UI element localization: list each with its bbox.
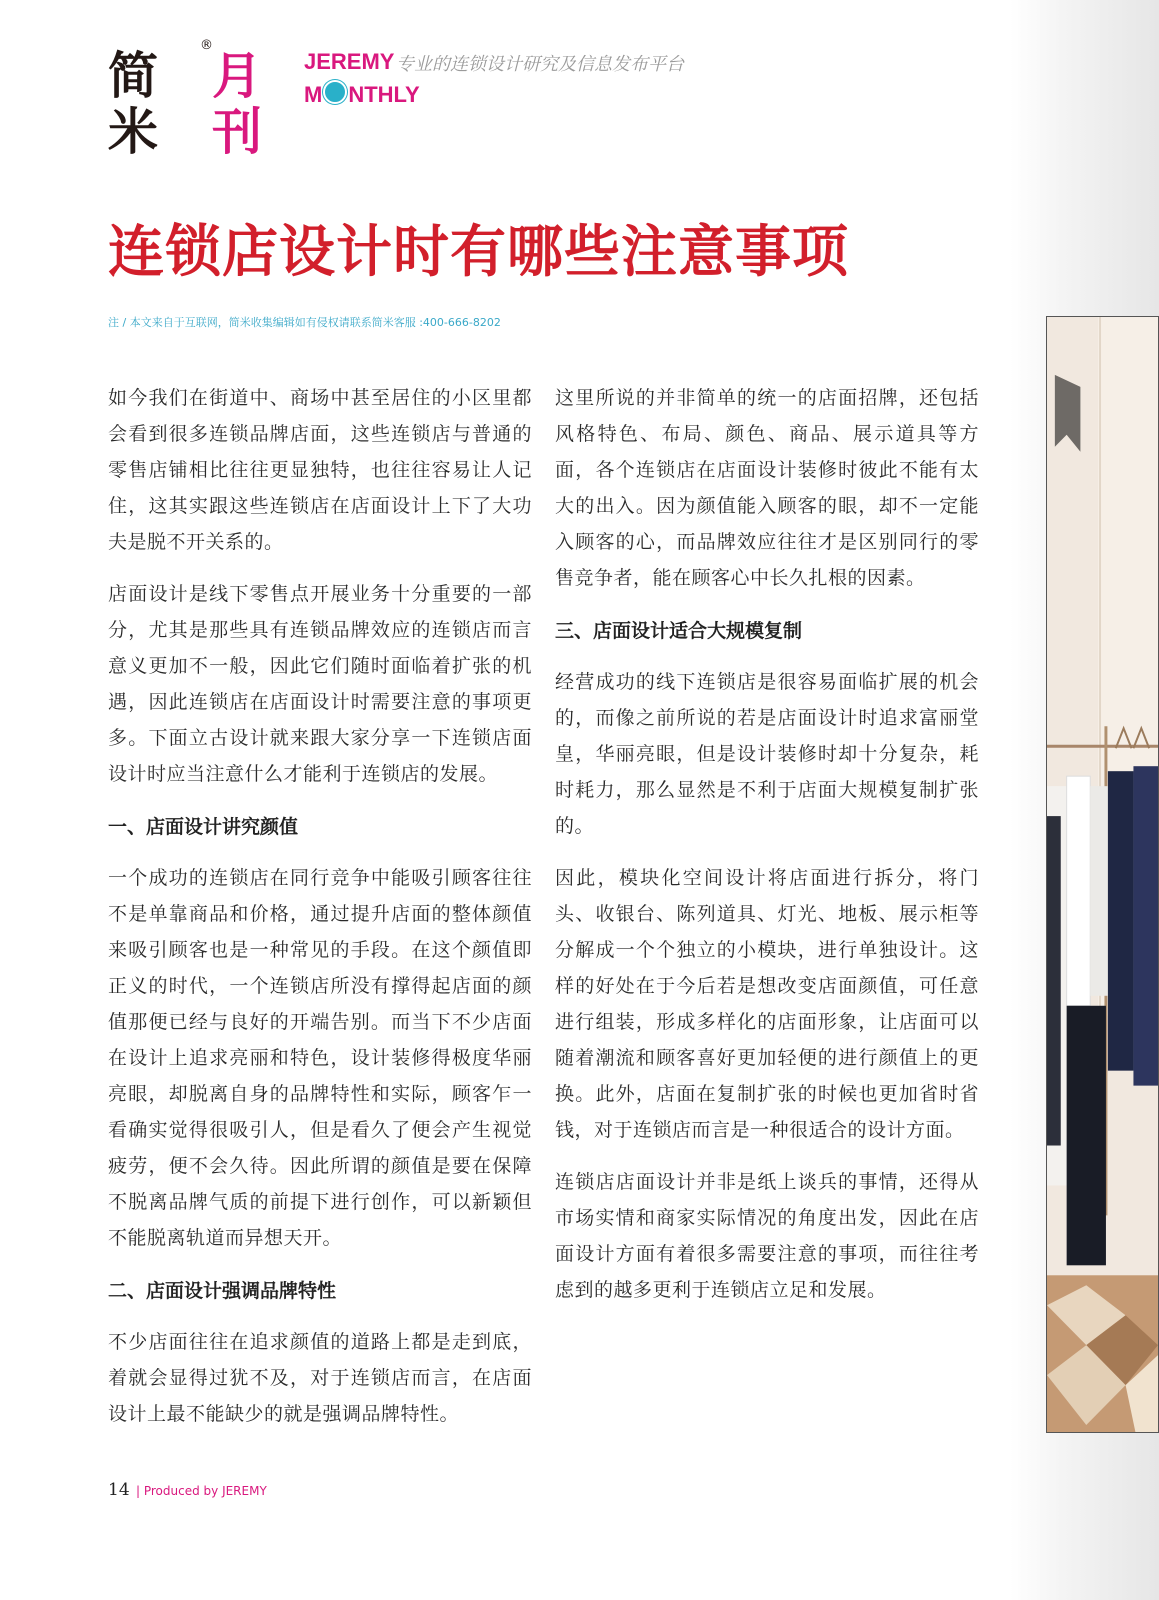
- body-paragraph: 经营成功的线下连锁店是很容易面临扩展的机会的，而像之前所说的若是店面设计时追求富丽堂皇，华丽亮眼，但是设计装修时却十分复杂，耗时耗力，那么显然是不利于店面大规模复制扩张的。: [555, 671, 979, 837]
- section-heading: 三、店面设计适合大规模复制: [555, 620, 803, 642]
- logo-monthly-rest: NTHLY: [348, 82, 420, 107]
- article-title: 连锁店设计时有哪些注意事项: [108, 219, 849, 285]
- logo-monthly-m: M: [304, 82, 323, 107]
- body-paragraph: 一个成功的连锁店在同行竞争中能吸引顾客往往不是单靠商品和价格，通过提升店面的整体颜值来吸引顾客也是一种常见的手段。在这个颜值即正义的时代，一个连锁店所没有撑得起店面的颜值那便已经与良好的开端告别。而当下不少店面在设计上追求亮丽和特色，设计装修得极度华丽亮眼，却脱离自身的品牌特性和实际，顾客乍一看确实觉得很吸引人，但是看久了便会产生视觉疲劳，便不会久待。因此所谓的颜值是要在保障不脱离品牌气质的前提下进行创作，可以新颖但不能脱离轨道而异想天开。: [108, 867, 532, 1249]
- logo-slogan: 专业的连锁设计研究及信息发布平台: [396, 54, 684, 75]
- body-paragraph: 连锁店店面设计并非是纸上谈兵的事情，还得从市场实情和商家实际情况的角度出发，因此在店面设计方面有着很多需要注意的事项，而往往考虑到的越多更利于连锁店立足和发展。: [555, 1171, 979, 1301]
- logo-dot-icon: [323, 80, 347, 104]
- source-note: 注 / 本文来自于互联网，简米收集编辑如有侵权请联系简米客服 :400-666-8202: [108, 316, 501, 329]
- body-paragraph: 因此，模块化空间设计将店面进行拆分，将门头、收银台、陈列道具、灯光、地板、展示柜等分解成一个个独立的小模块，进行单独设计。这样的好处在于今后若是想改变店面颜值，可任意进行组装，形成多样化的店面形象，让店面可以随着潮流和顾客喜好更加轻便的进行颜值上的更换。此外，店面在复制扩张的时候也更加省时省钱，对于连锁店而言是一种很适合的设计方面。: [555, 867, 979, 1141]
- logo-chinese-brand: 简米: [108, 46, 156, 161]
- logo-chinese-monthly: 月刊: [212, 47, 260, 161]
- registered-mark: ®: [200, 38, 213, 53]
- logo-english-monthly: [304, 80, 420, 107]
- body-paragraph: 这里所说的并非简单的统一的店面招牌，还包括风格特色、布局、颜色、商品、展示道具等方面，各个连锁店在店面设计装修时彼此不能有太大的出入。因为颜值能入顾客的眼，却不一定能入顾客的心，而品牌效应往往才是区别同行的零售竞争者，能在顾客心中长久扎根的因素。: [555, 387, 979, 589]
- section-heading: 一、店面设计讲究颜值: [108, 816, 299, 838]
- store-interior-photo: [1046, 316, 1159, 1433]
- section-heading: 二、店面设计强调品牌特性: [108, 1280, 337, 1302]
- page-number: 14: [108, 1480, 130, 1500]
- left-text-column: [108, 380, 532, 1448]
- logo-english-jeremy: JEREMY: [304, 49, 395, 74]
- right-text-column: [555, 380, 979, 1324]
- clothing-rack-image: [1047, 317, 1158, 1432]
- body-paragraph: 店面设计是线下零售点开展业务十分重要的一部分，尤其是那些具有连锁品牌效应的连锁店而言意义更加不一般，因此它们随时面临着扩张的机遇，因此连锁店在店面设计时需要注意的事项更多。下面立古设计就来跟大家分享一下连锁店面设计时应当注意什么才能利于连锁店的发展。: [108, 583, 532, 785]
- body-paragraph: 如今我们在街道中、商场中甚至居住的小区里都会看到很多连锁品牌店面，这些连锁店与普通的零售店铺相比往往更显独特，也往往容易让人记住，这其实跟这些连锁店在店面设计上下了大功夫是脱不开关系的。: [108, 387, 532, 553]
- body-paragraph: 不少店面往往在追求颜值的道路上都是走到底，着就会显得过犹不及，对于连锁店而言，在店面设计上最不能缺少的就是强调品牌特性。: [108, 1331, 532, 1425]
- produced-by-credit: | Produced by JEREMY: [136, 1484, 267, 1498]
